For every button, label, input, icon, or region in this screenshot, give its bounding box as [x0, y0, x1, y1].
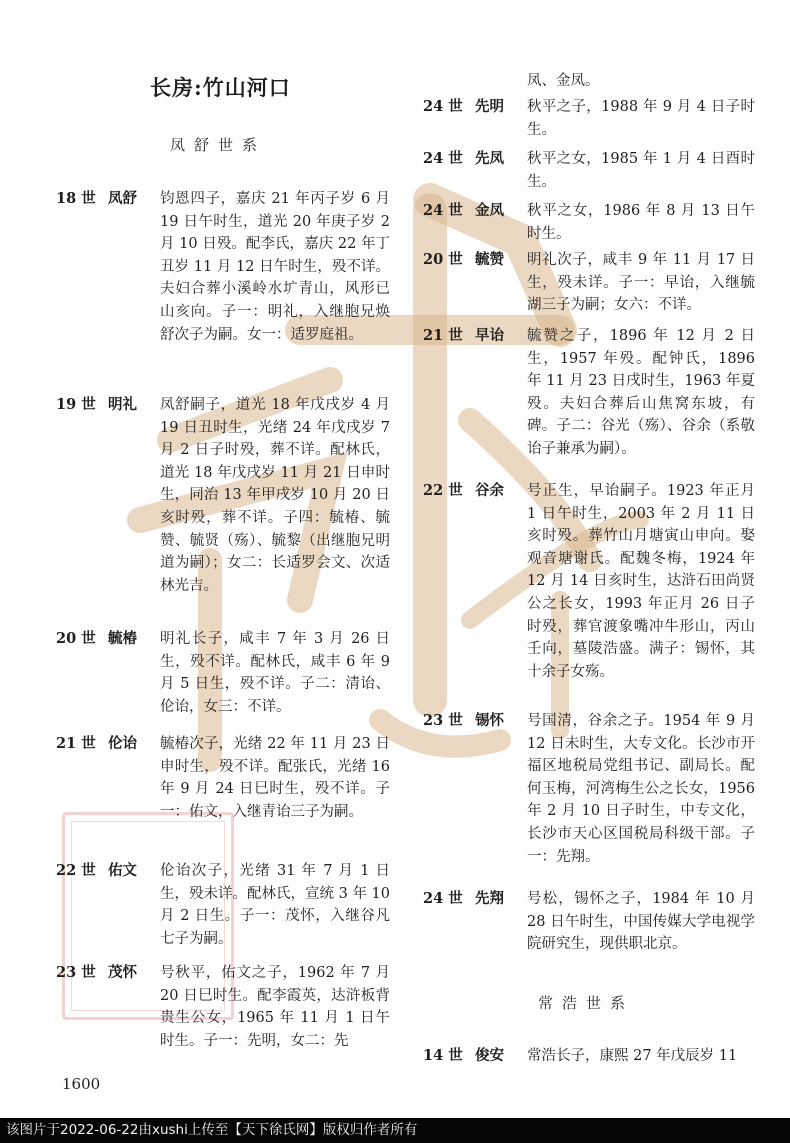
- entry-name: 先明: [475, 98, 504, 115]
- entry-text: 号秋平，佑文之子，1962 年 7 月 20 日巳时生。配李霞英，达浒板背贵生公女，1965 年 11 月 1 日午时生。子一：先明，女二：先: [160, 965, 390, 1049]
- entry-text: 毓椿次子，光绪 22 年 11 月 23 日申时生，殁不详。配张氏，光绪 16 年 9 月 24 日巳时生，殁不详。子一：佑文，入继青诒三子为嗣。: [160, 736, 390, 820]
- entry-text: 伦诒次子，光绪 31 年 7 月 1 日生，殁未详。配林氏，宣统 3 年 10 月 2 日生。子一：茂怀，入继谷凡七子为嗣。: [160, 863, 391, 947]
- page-title: 长房:竹山河口: [150, 75, 291, 100]
- entry-name: 谷余: [475, 482, 504, 499]
- entry-text: 秋平之女，1986 年 8 月 13 日午时生。: [527, 203, 755, 242]
- entry-name: 毓赞: [475, 251, 504, 268]
- entry-generation: 21 世: [423, 327, 463, 344]
- entry-name: 早诒: [475, 327, 504, 344]
- entry-text: 明礼次子，咸丰 9 年 11 月 17 日生，殁未详。子一：早诒，入继毓湖三子为嗣；女六：不详。: [527, 252, 755, 314]
- entry-name: 茂怀: [108, 964, 137, 981]
- entry-generation: 20 世: [423, 251, 463, 268]
- entry-generation: 24 世: [423, 150, 463, 167]
- entry-name: 毓椿: [108, 630, 137, 647]
- entry-generation: 14 世: [423, 1047, 463, 1064]
- entry-name: 锡怀: [475, 712, 504, 729]
- entry-text: 明礼长子，咸丰 7 年 3 月 26 日生，殁不详。配林氏，咸丰 6 年 9 月 5 日生，殁不详。子二：清诒、伦诒，女三：不详。: [160, 631, 390, 715]
- entry-generation: 19 世: [56, 396, 96, 413]
- entry-generation: 24 世: [423, 202, 463, 219]
- entry-text: 秋平之子，1988 年 9 月 4 日子时生。: [527, 99, 755, 138]
- entry-text: 号国清，谷余之子。1954 年 9 月 12 日未时生，大专文化。长沙市开福区地税局党组书记、副局长。配何玉梅，河湾梅生公之长女，1956 年 2 月 10 日子时生，中专文化，长沙市天心区国税局科级干部。子一：先翔。: [527, 713, 755, 865]
- entry-text: 常浩长子，康熙 27 年戊辰岁 11: [527, 1048, 738, 1064]
- entry-generation: 18 世: [56, 190, 96, 207]
- section-title-fengshu: 凤舒世系: [170, 136, 267, 154]
- entry-generation: 21 世: [56, 735, 96, 752]
- entry-generation: 23 世: [423, 712, 463, 729]
- entry-generation: 20 世: [56, 630, 96, 647]
- entry-name: 先凤: [475, 150, 504, 167]
- entry-name: 金凤: [475, 202, 504, 219]
- entry-generation: 24 世: [423, 98, 463, 115]
- entry-name: 佑文: [108, 862, 137, 879]
- entry-name: 凤舒: [108, 190, 137, 207]
- entry-name: 俊安: [475, 1047, 504, 1064]
- entry-name: 明礼: [108, 396, 137, 413]
- section-title-changhao: 常浩世系: [538, 994, 635, 1012]
- upload-credit-bar: 该图片于2022-06-22由xushi上传至【天下徐氏网】版权归作者所有: [0, 1118, 790, 1143]
- entry-text: 号正生，早诒嗣子。1923 年正月 1 日午时生，2003 年 2 月 11 日亥时殁。葬竹山月塘寅山申向。娶观音塘谢氏。配魏冬梅，1924 年 12 月 14 日亥时生，达浒石田尚贤公之长女，1993 年正月 26 日子时殁，葬官渡象嘴冲牛形山，丙山壬向，墓陵浩盛。满子：锡怀，其十余子女殇。: [527, 483, 755, 680]
- entry-generation: 22 世: [56, 862, 96, 879]
- entry-text: 毓赞之子，1896 年 12 月 2 日生，1957 年殁。配钟氏，1896 年 11 月 23 日戌时生，1963 年夏殁。夫妇合葬后山焦窝东坡，有碑。子二：谷光（殇）、谷余（系敬诒子兼承为嗣）。: [527, 328, 755, 457]
- entry-generation: 22 世: [423, 482, 463, 499]
- entry-name: 先翔: [475, 890, 504, 907]
- entry-text: 钧恩四子，嘉庆 21 年丙子岁 6 月 19 日午时生，道光 20 年庚子岁 2 月 10 日殁。配李氏，嘉庆 22 年丁丑岁 11 月 12 日午时生，殁不详。夫妇合葬小溪岭水圹青山，风形已山亥向。子一：明礼，入继胞兄焕舒次子为嗣。女一：适罗庭祖。: [160, 191, 390, 343]
- entry-name: 伦诒: [108, 735, 137, 752]
- continued-text: 凤、金凤。: [527, 73, 600, 89]
- entry-text: 凤舒嗣子，道光 18 年戊戌岁 4 月 19 日丑时生，光绪 24 年戊戌岁 7 月 2 日子时殁，葬不详。配林氏，道光 18 年戊戌岁 11 月 21 日申时生，同治 13 年甲戌岁 10 月 20 日亥时殁，葬不详。子四：毓椿、毓赞、毓贤（殇）、毓黎（出继胞兄明道为嗣）；女二：长适罗会文、次适林光吉。: [160, 397, 390, 594]
- entry-text: 秋平之女，1985 年 1 月 4 日酉时生。: [527, 151, 755, 190]
- entry-text: 号松，锡怀之子，1984 年 10 月 28 日午时生，中国传媒大学电视学院研究生，现供职北京。: [527, 891, 755, 953]
- page-number: 1600: [62, 1075, 101, 1093]
- entry-generation: 23 世: [56, 964, 96, 981]
- entry-generation: 24 世: [423, 890, 463, 907]
